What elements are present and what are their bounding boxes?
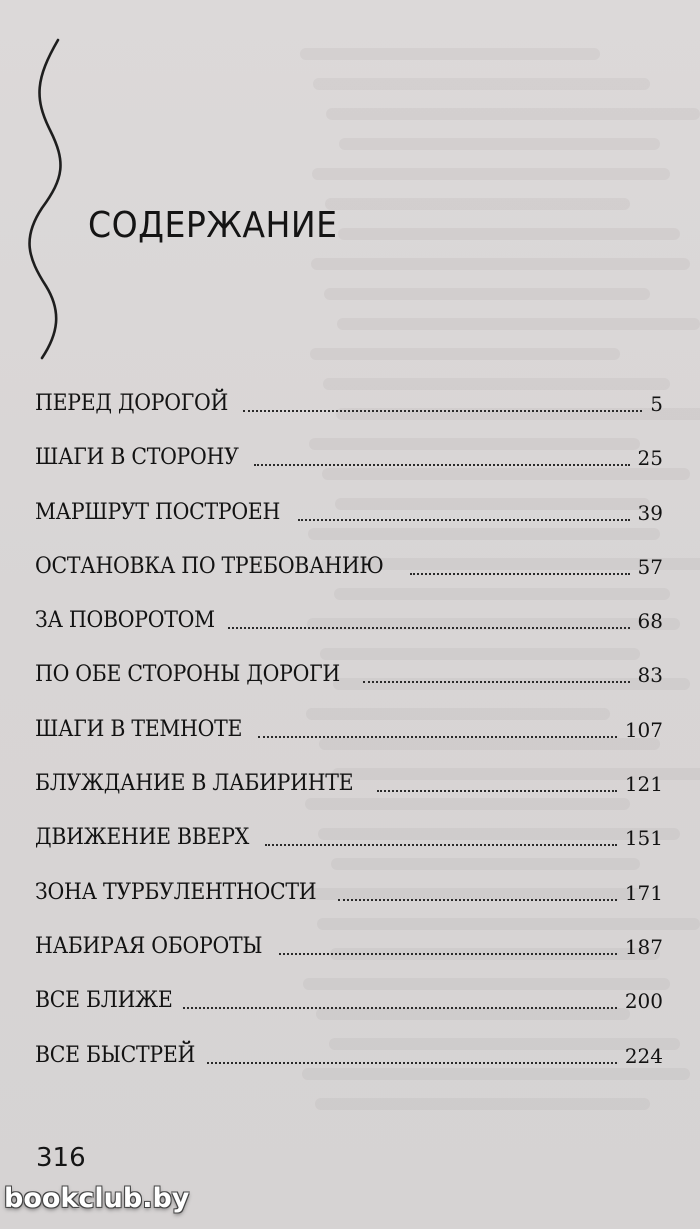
toc-entry-page: 39 — [637, 500, 663, 525]
toc-entry-title: ДВИЖЕНИЕ ВВЕРХ — [35, 825, 250, 851]
toc-entry — [35, 442, 663, 473]
table-of-contents — [35, 388, 663, 1094]
toc-entry-page: 200 — [624, 989, 663, 1014]
toc-entry — [35, 768, 663, 799]
dot-leader — [207, 1062, 617, 1064]
toc-entry-title: НАБИРАЯ ОБОРОТЫ — [35, 933, 263, 959]
bleed-through-line — [300, 48, 600, 60]
toc-entry — [35, 877, 663, 908]
dot-leader — [410, 573, 630, 575]
toc-entry — [35, 822, 663, 853]
toc-entry-page: 107 — [624, 717, 663, 742]
toc-entry-title: ОСТАНОВКА ПО ТРЕБОВАНИЮ — [35, 553, 384, 579]
bleed-through-line — [324, 288, 650, 300]
toc-entry — [35, 551, 663, 582]
toc-entry — [35, 931, 663, 962]
toc-entry — [35, 605, 663, 636]
toc-entry-page: 68 — [637, 609, 663, 634]
toc-entry — [35, 388, 663, 419]
bleed-through-line — [310, 348, 620, 360]
toc-entry-title: ВСЕ БЛИЖЕ — [35, 988, 173, 1014]
dot-leader — [254, 464, 630, 466]
dot-leader — [228, 627, 629, 629]
dot-leader — [265, 844, 617, 846]
page-number: 316 — [36, 1143, 86, 1173]
toc-entry-page: 187 — [624, 934, 663, 959]
toc-entry-page: 151 — [624, 826, 663, 851]
toc-entry-page: 25 — [637, 446, 663, 471]
dot-leader — [279, 953, 616, 955]
wavy-line-icon — [28, 38, 68, 360]
bleed-through-line — [326, 108, 700, 120]
toc-entry-page: 171 — [624, 880, 663, 905]
toc-entry — [35, 1040, 663, 1071]
toc-entry-title: ВСЕ БЫСТРЕЙ — [35, 1042, 196, 1068]
toc-entry-page: 224 — [624, 1043, 663, 1068]
bleed-through-line — [313, 78, 650, 90]
bleed-through-line — [311, 258, 690, 270]
toc-entry — [35, 714, 663, 745]
dot-leader — [338, 899, 617, 901]
page-title: СОДЕРЖАНИЕ — [88, 205, 338, 246]
watermark-logo: bookclub.by — [4, 1183, 190, 1214]
bleed-through-line — [315, 1098, 650, 1110]
bleed-through-line — [338, 228, 680, 240]
dot-leader — [183, 1007, 617, 1009]
toc-entry-page: 83 — [637, 663, 663, 688]
toc-entry-title: ЗОНА ТУРБУЛЕНТНОСТИ — [35, 879, 317, 905]
bleed-through-line — [312, 168, 670, 180]
toc-entry-page: 57 — [637, 554, 663, 579]
toc-entry-title: МАРШРУТ ПОСТРОЕН — [35, 499, 281, 525]
toc-entry-page: 121 — [624, 772, 663, 797]
dot-leader — [243, 410, 643, 412]
toc-entry-title: ШАГИ В СТОРОНУ — [35, 445, 239, 471]
dot-leader — [377, 790, 617, 792]
toc-entry-title: ПЕРЕД ДОРОГОЙ — [35, 391, 229, 416]
toc-entry — [35, 497, 663, 528]
bleed-through-line — [337, 318, 700, 330]
toc-entry-title: БЛУЖДАНИЕ В ЛАБИРИНТЕ — [35, 771, 354, 797]
bleed-through-line — [325, 198, 630, 210]
bleed-through-line — [339, 138, 660, 150]
toc-entry-title: ШАГИ В ТЕМНОТЕ — [35, 716, 243, 742]
toc-entry-title: ЗА ПОВОРОТОМ — [35, 608, 215, 634]
toc-entry-title: ПО ОБЕ СТОРОНЫ ДОРОГИ — [35, 662, 340, 688]
dot-leader — [363, 681, 630, 683]
dot-leader — [298, 519, 629, 521]
toc-entry — [35, 659, 663, 690]
toc-entry — [35, 985, 663, 1016]
dot-leader — [258, 736, 617, 738]
toc-entry-page: 5 — [650, 392, 663, 416]
